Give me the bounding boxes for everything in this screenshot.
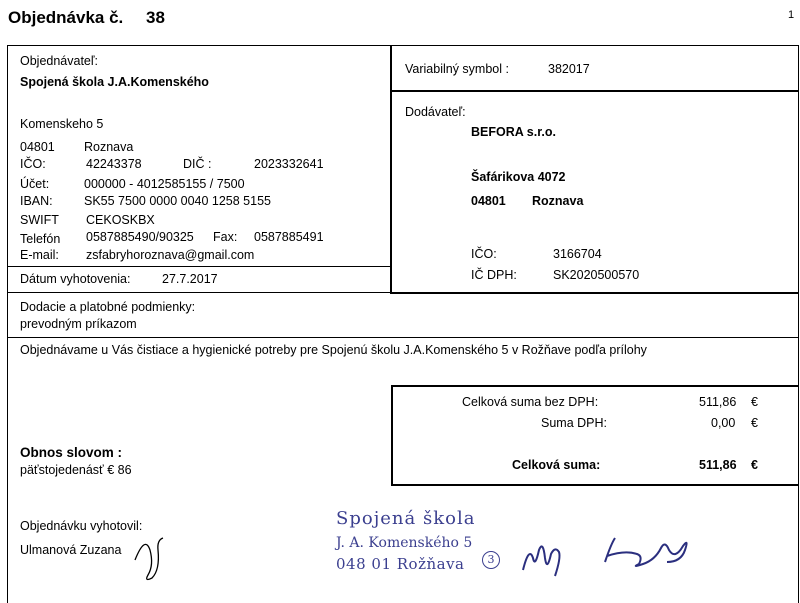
page-number: 1 (788, 9, 795, 21)
buyer-swift: CEKOSKBX (86, 213, 155, 227)
supplier-ico: 3166704 (553, 247, 602, 261)
amount-words-value: päťstojedenásť € 86 (20, 463, 132, 477)
total-value: 511,86 (699, 458, 737, 472)
issue-date-label: Dátum vyhotovenia: (20, 272, 131, 286)
document-title (8, 8, 165, 28)
total-label: Celková suma: (512, 458, 601, 472)
conditions-value: prevodným príkazom (20, 317, 137, 331)
amount-words-label: Obnos slovom : (20, 445, 123, 460)
supplier-street: Šafárikova 4072 (471, 170, 566, 184)
net-currency: € (751, 395, 758, 409)
stamp-number: 3 (487, 553, 495, 566)
issue-date-value: 27.7.2017 (162, 272, 218, 286)
supplier-icdph: SK2020500570 (553, 268, 640, 282)
buyer-email: zsfabryhoroznava@gmail.com (86, 248, 255, 262)
total-currency: € (751, 458, 758, 472)
buyer-label: Objednávateľ: (20, 54, 99, 68)
buyer-iban: SK55 7500 0000 0040 1258 5155 (84, 194, 271, 208)
variable-symbol-value: 382017 (548, 62, 590, 76)
supplier-ico-label: IČO: (471, 247, 497, 261)
buyer-fax: 0587885491 (254, 230, 324, 244)
stamp-line3: 048 01 Rožňava (336, 555, 465, 573)
issued-by-name: Ulmanová Zuzana (20, 543, 122, 557)
vat-value: 0,00 (711, 416, 736, 430)
buyer-street: Komenskeho 5 (20, 117, 104, 131)
buyer-zip: 04801 (20, 140, 55, 154)
supplier-label: Dodávateľ: (405, 105, 466, 119)
stamp-circle-number (482, 551, 500, 569)
supplier-name: BEFORA s.r.o. (471, 125, 556, 139)
buyer-city: Roznava (84, 140, 134, 154)
title-text: Objednávka č. (8, 8, 124, 27)
buyer-swift-label: SWIFT (20, 213, 59, 227)
buyer-ico: 42243378 (86, 157, 142, 171)
stamp-line1: Spojená škola (336, 508, 476, 529)
order-text: Objednávame u Vás čistiace a hygienické potreby pre Spojenú školu J.A.Komenského 5 v Rožňave podľa prílohy (20, 343, 647, 357)
issued-by-label: Objednávku vyhotovil: (20, 519, 143, 533)
supplier-icdph-label: IČ DPH: (471, 268, 517, 282)
signature-right (515, 528, 695, 583)
buyer-ico-label: IČO: (20, 157, 46, 171)
buyer-email-label: E-mail: (20, 248, 59, 262)
signature-left (130, 530, 170, 590)
buyer-phone: 0587885490/90325 (86, 230, 194, 244)
buyer-dic-label: DIČ : (183, 157, 212, 171)
buyer-name: Spojená škola J.A.Komenského (20, 75, 209, 89)
net-value: 511,86 (699, 395, 737, 409)
supplier-zip: 04801 (471, 194, 506, 208)
stamp-line2: J. A. Komenského 5 (336, 535, 473, 551)
buyer-account-label: Účet: (20, 177, 50, 191)
vat-label: Suma DPH: (541, 416, 607, 430)
supplier-city: Roznava (532, 194, 584, 208)
buyer-dic: 2023332641 (254, 157, 324, 171)
buyer-account: 000000 - 4012585155 / 7500 (84, 177, 245, 191)
buyer-fax-label: Fax: (213, 230, 238, 244)
net-label: Celková suma bez DPH: (462, 395, 599, 409)
conditions-label: Dodacie a platobné podmienky: (20, 300, 196, 314)
order-number: 38 (146, 8, 165, 27)
buyer-phone-label: Telefón (20, 232, 61, 246)
buyer-iban-label: IBAN: (20, 194, 53, 208)
vat-currency: € (751, 416, 758, 430)
variable-symbol-label: Variabilný symbol : (405, 62, 509, 76)
